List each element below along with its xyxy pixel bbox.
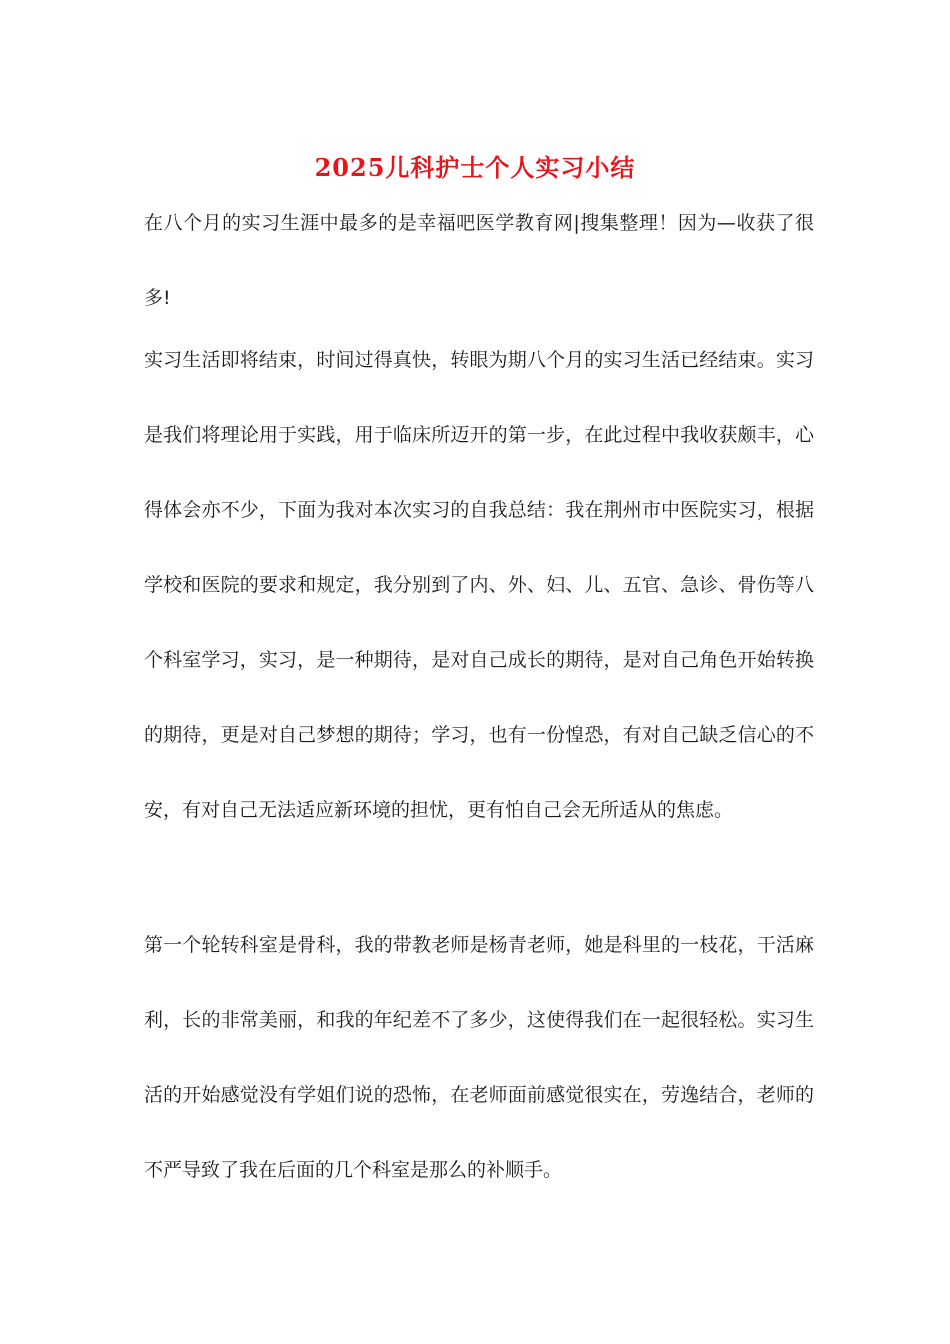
paragraph-orthopedics: 第一个轮转科室是骨科，我的带教老师是杨青老师，她是科里的一枝花，干活麻利，长的非常美丽，和我的年纪差不了多少，这使得我们在一起很轻松。实习生活的开始感觉没有学姐们说的恐怖，在老师面前感觉很实在，劳逸结合，老师的不严导致了我在后面的几个科室是那么的补顺手。 bbox=[144, 934, 814, 1181]
paragraph-intro: 在八个月的实习生涯中最多的是幸福吧医学教育网|搜集整理！因为—收获了很多! bbox=[144, 212, 814, 309]
document-title: 2025儿科护士个人实习小结 bbox=[314, 153, 636, 182]
paragraph-overview: 实习生活即将结束，时间过得真快，转眼为期八个月的实习生活已经结束。实习是我们将理论用于实践，用于临床所迈开的第一步，在此过程中我收获颇丰，心得体会亦不少，下面为我对本次实习的自我总结：我在荆州市中医院实习，根据学校和医院的要求和规定，我分别到了内、外、妇、儿、五官、急诊、骨伤等八个科室学习，实习，是一种期待，是对自己成长的期待，是对自己角色开始转换的期待，更是对自己梦想的期待；学习，也有一份惶恐，有对自己缺乏信心的不安，有对自己无法适应新环境的担忧，更有怕自己会无所适从的焦虑。 bbox=[144, 349, 814, 821]
